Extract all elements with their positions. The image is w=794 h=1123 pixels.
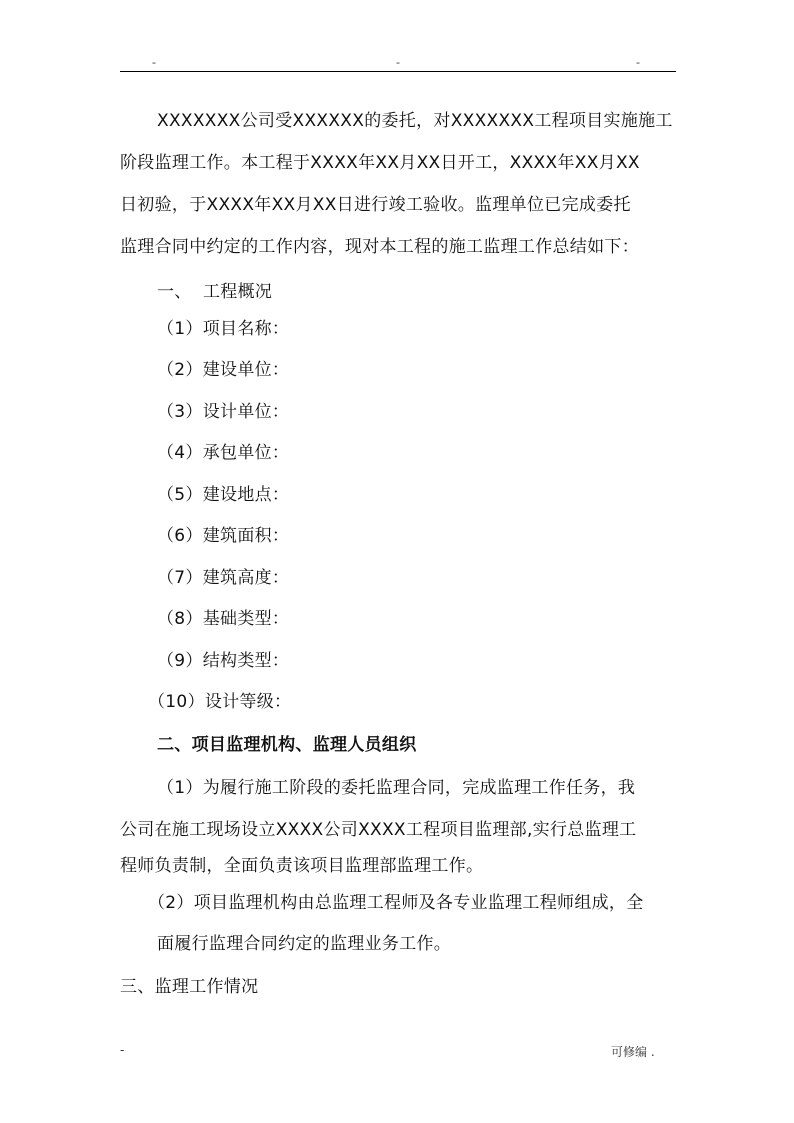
header-rule (120, 71, 676, 72)
list-item: （8）基础类型： (157, 609, 290, 629)
list-item: （6）建筑面积： (157, 526, 290, 546)
footer-editable-note: 可修编 . (611, 1045, 655, 1059)
section-2-para-2-line-1: （2）项目监理机构由总监理工程师及各专业监理工程师组成，全 (148, 893, 644, 913)
intro-line-1: XXXXXXX公司受XXXXXX的委托，对XXXXXXX工程项目实施施工 (157, 111, 673, 131)
section-2-para-1-line-1: （1）为履行施工阶段的委托监理合同，完成监理工作任务，我 (157, 778, 636, 798)
list-item: （3）设计单位： (157, 402, 290, 422)
section-2-heading: 二、项目监理机构、监理人员组织 (157, 735, 417, 755)
list-item: （10）设计等级： (148, 692, 292, 712)
list-item: （7）建筑高度： (157, 568, 290, 588)
list-item: （5）建设地点： (157, 485, 290, 505)
list-item: （1）项目名称： (157, 319, 290, 339)
section-1-heading: 一、 工程概况 (157, 282, 273, 302)
header-mark-left: - (152, 56, 156, 69)
header-mark-right: - (636, 56, 640, 69)
section-2-para-2-line-2: 面履行监理合同约定的监理业务工作。 (157, 934, 452, 954)
intro-line-2: 阶段监理工作。本工程于XXXX年XX月XX日开工，XXXX年XX月XX (120, 153, 640, 173)
list-item: （4）承包单位： (157, 443, 290, 463)
footer-mark-left: - (120, 1043, 125, 1057)
intro-line-4: 监理合同中约定的工作内容，现对本工程的施工监理工作总结如下： (120, 237, 639, 257)
list-item: （2）建设单位： (157, 360, 290, 380)
section-3-heading: 三、监理工作情况 (120, 977, 259, 997)
intro-line-3: 日初验，于XXXX年XX月XX日进行竣工验收。监理单位已完成委托 (120, 195, 631, 215)
section-2-para-1-line-2: 公司在施工现场设立XXXX公司XXXX工程项目监理部,实行总监理工 (120, 820, 637, 840)
list-item: （9）结构类型： (157, 651, 290, 671)
section-2-para-1-line-3: 程师负责制，全面负责该项目监理部监理工作。 (120, 856, 484, 876)
header-mark-center: - (396, 56, 400, 69)
